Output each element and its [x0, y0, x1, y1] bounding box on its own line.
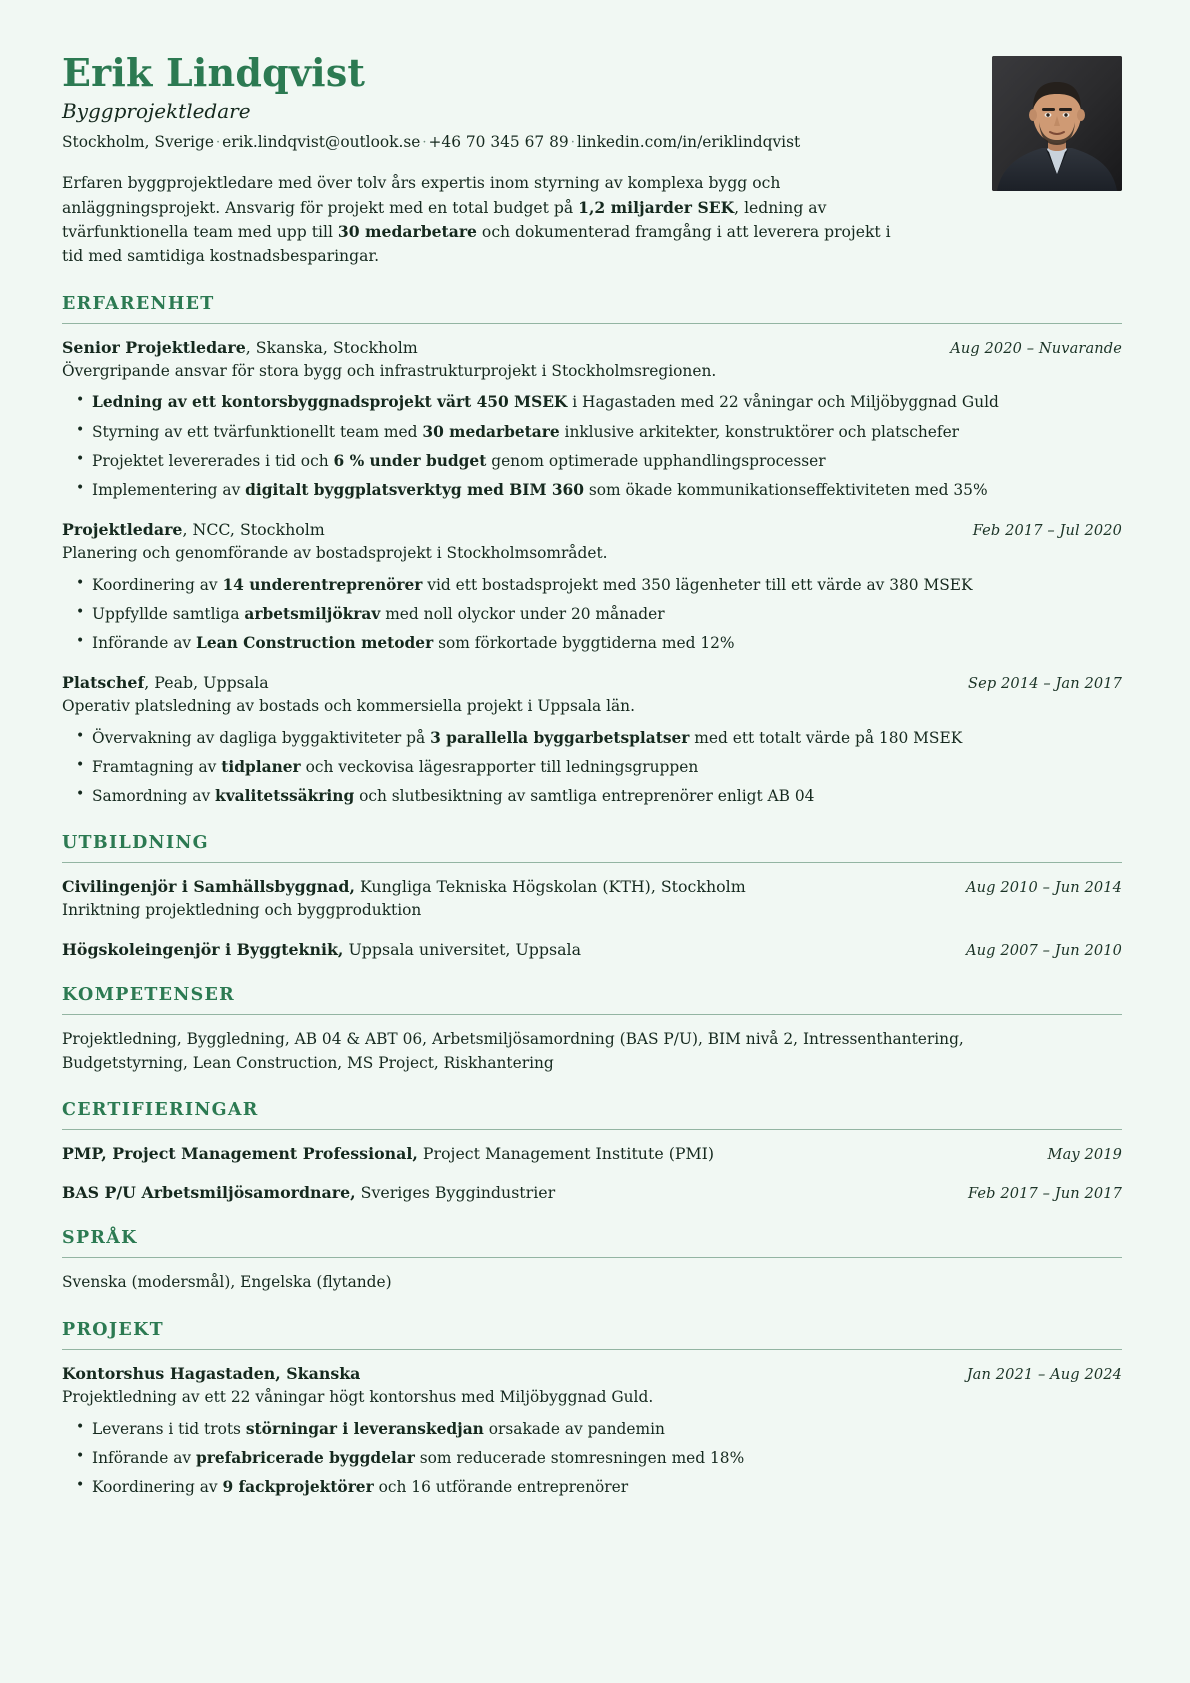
- body-text: Implementering av: [92, 480, 246, 499]
- list-item: [62, 756, 1122, 779]
- emphasis-text: tidplaner: [221, 757, 301, 776]
- entry-header: [62, 1143, 1122, 1164]
- body-text: Koordinering av: [92, 1477, 223, 1496]
- section-divider: [62, 862, 1122, 863]
- body-text: Framtagning av: [92, 757, 222, 776]
- page-title: Erik Lindqvist: [62, 50, 366, 95]
- entry: [62, 519, 1122, 655]
- section-skills: [62, 986, 1122, 1075]
- body-text: med ett totalt värde på 180 MSEK: [689, 728, 963, 747]
- entry-header: [62, 1182, 1122, 1203]
- entry-role: Högskoleingenjör i Byggteknik,: [62, 939, 344, 959]
- bullet-list: [62, 391, 1122, 501]
- entry-date: Feb 2017 – Jul 2020: [972, 521, 1122, 539]
- entry-role: Senior Projektledare: [62, 337, 246, 357]
- section-title-projects: PROJEKT: [62, 1319, 164, 1340]
- entry-role: Projektledare: [62, 519, 183, 539]
- section-title-certifications: CERTIFIERINGAR: [62, 1100, 259, 1121]
- portrait-photo-icon: [992, 56, 1122, 191]
- section-divider: [62, 1349, 1122, 1350]
- entry: [62, 1363, 1122, 1499]
- entry-description: Planering och genomförande av bostadsprojekt i Stockholmsområdet.: [62, 544, 608, 563]
- entry-role: Civilingenjör i Samhällsbyggnad,: [62, 877, 355, 897]
- entry-header: [62, 672, 1122, 693]
- body-text: Samordning av: [92, 786, 216, 805]
- bullet-list: [62, 727, 1122, 808]
- list-item: [62, 632, 1122, 655]
- body-text: Leverans i tid trots: [92, 1419, 246, 1438]
- entry-role: Platschef: [62, 672, 145, 692]
- list-item: [62, 727, 1122, 750]
- section-projects: [62, 1321, 1122, 1499]
- contact-location: Stockholm, Sverige: [62, 133, 215, 152]
- body-text: och dokumenterad framgång i att leverera projekt i tid med samtidiga kostnadsbesparingar.: [62, 223, 891, 265]
- entry-organisation: Project Management Institute (PMI): [417, 1144, 715, 1164]
- contact-separator-icon: ·: [570, 135, 575, 151]
- section-divider: [62, 1257, 1122, 1258]
- emphasis-text: störningar i leveranskedjan: [245, 1419, 484, 1438]
- entry-organisation: , Peab, Uppsala: [144, 672, 269, 692]
- contact-phone[interactable]: +46 70 345 67 89: [428, 133, 569, 152]
- education-entries: [62, 876, 1122, 960]
- section-title-languages: SPRÅK: [62, 1227, 138, 1248]
- section-title-skills: KOMPETENSER: [62, 985, 236, 1006]
- body-text: , ledning av tvärfunktionella team med upp till: [62, 198, 827, 242]
- contact-separator-icon: ·: [422, 135, 427, 151]
- entry-heading: [62, 519, 953, 540]
- entry: [62, 939, 1122, 960]
- body-text: Övervakning av dagliga byggaktiviteter på: [92, 728, 431, 747]
- section-languages: [62, 1229, 1122, 1295]
- section-education: [62, 834, 1122, 960]
- body-text: Införande av: [92, 633, 197, 652]
- entry-heading: [62, 1143, 1028, 1164]
- entry-heading: [62, 1363, 947, 1384]
- emphasis-text: prefabricerade byggdelar: [196, 1448, 415, 1467]
- list-item: [62, 785, 1122, 808]
- entry-heading: [62, 939, 946, 960]
- body-text: Erfaren byggprojektledare med över tolv års expertis inom styrning av komplexa bygg och anläggningsprojekt. Ansvarig för projekt med en total budget på: [62, 173, 781, 217]
- list-item: [62, 1476, 1122, 1499]
- entry-description: Övergripande ansvar för stora bygg och infrastrukturprojekt i Stockholmsregionen.: [62, 362, 717, 381]
- section-title-experience: ERFARENHET: [62, 293, 215, 314]
- section-title-education: UTBILDNING: [62, 832, 209, 853]
- entry: [62, 337, 1122, 502]
- header-text-block: [62, 52, 946, 269]
- entry-header: [62, 337, 1122, 358]
- entry-date: Aug 2007 – Jun 2010: [966, 941, 1122, 959]
- entry: [62, 876, 1122, 922]
- entry-role: PMP, Project Management Professional,: [62, 1144, 418, 1164]
- entry-date: Sep 2014 – Jan 2017: [968, 674, 1122, 692]
- entry-heading: [62, 1182, 948, 1203]
- body-text: och slutbesiktning av samtliga entreprenörer enligt AB 04: [354, 786, 815, 805]
- list-item: [62, 1447, 1122, 1470]
- entry-description: Inriktning projektledning och byggproduktion: [62, 901, 422, 920]
- bullet-list: [62, 1418, 1122, 1499]
- entry: [62, 1182, 1122, 1203]
- body-text: Projektet levererades i tid och: [92, 451, 334, 470]
- emphasis-text: digitalt byggplatsverktyg med BIM 360: [245, 480, 584, 499]
- body-text: som förkortade byggtiderna med 12%: [433, 633, 735, 652]
- section-experience: [62, 295, 1122, 808]
- entry-heading: [62, 672, 948, 693]
- emphasis-text: 30 medarbetare: [422, 422, 560, 441]
- entry-organisation: , Skanska, Stockholm: [245, 337, 418, 357]
- entry-organisation: Uppsala universitet, Uppsala: [343, 939, 581, 959]
- body-text: och 16 utförande entreprenörer: [373, 1477, 629, 1496]
- body-text: i Hagastaden med 22 våningar och Miljöbyggnad Guld: [567, 393, 999, 412]
- list-item: [62, 603, 1122, 626]
- list-item: [62, 391, 1122, 414]
- emphasis-text: 6 % under budget: [333, 451, 487, 470]
- body-text: och veckovisa lägesrapporter till ledningsgruppen: [300, 757, 699, 776]
- emphasis-text: Lean Construction metoder: [196, 633, 434, 652]
- entry-role: Kontorshus Hagastaden, Skanska: [62, 1363, 361, 1383]
- entry-organisation: Kungliga Tekniska Högskolan (KTH), Stockholm: [354, 877, 746, 897]
- body-text: inklusive arkitekter, konstruktörer och platschefer: [559, 422, 960, 441]
- entry-header: [62, 876, 1122, 897]
- contact-email[interactable]: erik.lindqvist@outlook.se: [222, 133, 421, 152]
- section-divider: [62, 323, 1122, 324]
- body-text: genom optimerade upphandlingsprocesser: [486, 451, 826, 470]
- avatar: [992, 56, 1122, 191]
- entry: [62, 672, 1122, 808]
- resume-header: [62, 52, 1122, 269]
- job-title: Byggprojektledare: [62, 99, 251, 124]
- body-text: orsakade av pandemin: [483, 1419, 665, 1438]
- body-text: Koordinering av: [92, 575, 223, 594]
- entry-date: Aug 2010 – Jun 2014: [966, 879, 1122, 897]
- entry-organisation: , NCC, Stockholm: [182, 519, 325, 539]
- emphasis-text: 1,2 miljarder SEK: [578, 197, 735, 217]
- list-item: [62, 574, 1122, 597]
- certification-entries: [62, 1143, 1122, 1203]
- project-entries: [62, 1363, 1122, 1499]
- body-text: Införande av: [92, 1448, 197, 1467]
- entry-heading: [62, 876, 946, 897]
- contact-line: [62, 132, 922, 153]
- bullet-list: [62, 574, 1122, 655]
- emphasis-text: 3 parallella byggarbetsplatser: [430, 728, 690, 747]
- entry-organisation: Sveriges Byggindustrier: [355, 1182, 556, 1202]
- skills-list: Projektledning, Byggledning, AB 04 & ABT 06, Arbetsmiljösamordning (BAS P/U), BIM nivå 2, Intressenthantering, Budgetstyrning, Lean Construction, MS Project, Riskhantering: [62, 1030, 964, 1072]
- entry-date: Feb 2017 – Jun 2017: [968, 1184, 1122, 1202]
- emphasis-text: Ledning av ett kontorsbyggnadsprojekt värt 450 MSEK: [92, 393, 568, 412]
- profile-summary: [62, 172, 907, 269]
- list-item: [62, 421, 1122, 444]
- entry-date: Aug 2020 – Nuvarande: [950, 339, 1122, 357]
- emphasis-text: 14 underentreprenörer: [222, 575, 423, 594]
- section-divider: [62, 1014, 1122, 1015]
- entry-role: BAS P/U Arbetsmiljösamordnare,: [62, 1182, 356, 1202]
- list-item: [62, 479, 1122, 502]
- body-text: som reducerade stomresningen med 18%: [414, 1448, 745, 1467]
- languages-list: Svenska (modersmål), Engelska (flytande): [62, 1273, 392, 1292]
- experience-entries: [62, 337, 1122, 808]
- list-item: [62, 1418, 1122, 1441]
- entry-header: [62, 1363, 1122, 1384]
- entry-heading: [62, 337, 930, 358]
- entry-description: Operativ platsledning av bostads och kommersiella projekt i Uppsala län.: [62, 697, 635, 716]
- entry-header: [62, 939, 1122, 960]
- emphasis-text: 30 medarbetare: [337, 222, 477, 242]
- emphasis-text: 9 fackprojektörer: [222, 1477, 374, 1496]
- entry-date: May 2019: [1047, 1146, 1122, 1164]
- contact-separator-icon: ·: [216, 135, 221, 151]
- body-text: vid ett bostadsprojekt med 350 lägenheter till ett värde av 380 MSEK: [422, 575, 973, 594]
- section-divider: [62, 1129, 1122, 1130]
- entry-date: Jan 2021 – Aug 2024: [966, 1365, 1122, 1383]
- entry-header: [62, 519, 1122, 540]
- section-certifications: [62, 1101, 1122, 1203]
- emphasis-text: arbetsmiljökrav: [244, 604, 381, 623]
- list-item: [62, 450, 1122, 473]
- body-text: med noll olyckor under 20 månader: [380, 604, 665, 623]
- emphasis-text: kvalitetssäkring: [215, 786, 355, 805]
- entry: [62, 1143, 1122, 1164]
- entry-description: Projektledning av ett 22 våningar högt kontorshus med Miljöbyggnad Guld.: [62, 1388, 654, 1407]
- body-text: som ökade kommunikationseffektiviteten med 35%: [583, 480, 988, 499]
- body-text: Uppfyllde samtliga: [92, 604, 245, 623]
- contact-linkedin[interactable]: linkedin.com/in/eriklindqvist: [576, 133, 801, 152]
- body-text: Styrning av ett tvärfunktionellt team med: [92, 422, 423, 441]
